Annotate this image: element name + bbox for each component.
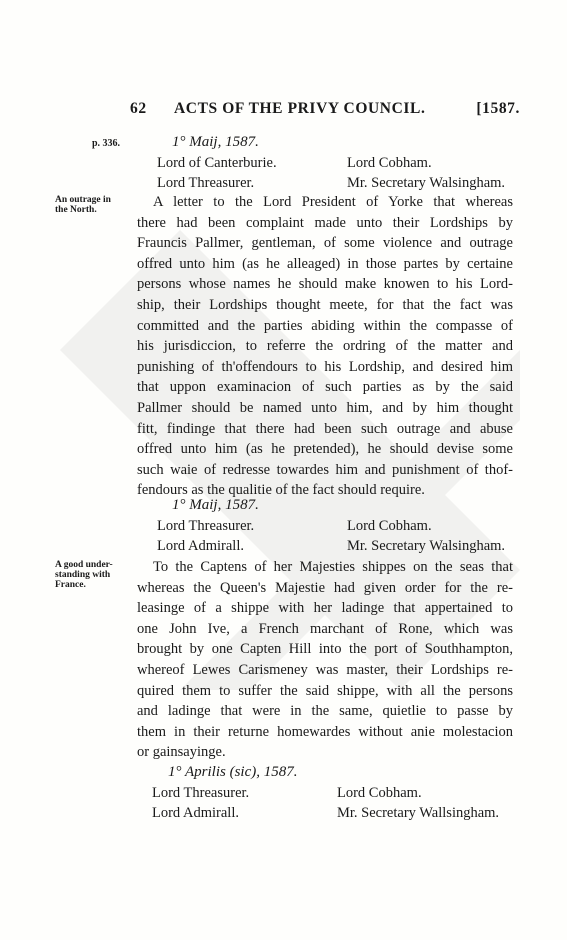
attendee: Lord Cobham. [337, 785, 422, 801]
attendee: Lord Threasurer. [152, 785, 250, 801]
attendee: Lord Cobham. [347, 155, 432, 171]
attendee: Lord Admirall. [152, 805, 239, 821]
attendee: Mr. Secretary Walsingham. [347, 538, 506, 554]
body-line: or gainsayinge. [137, 744, 226, 761]
running-title: ACTS OF THE PRIVY COUNCIL. [174, 100, 426, 117]
page-number: 62 [130, 100, 147, 117]
margin-note [55, 195, 125, 215]
body-line: that uppon examinacion of such parties as by the said [137, 379, 513, 396]
attendee: Lord of Canterburie. [157, 155, 277, 171]
body-line: one John Ive, a French marchant of Rone, which was [137, 620, 513, 637]
body-line: such waie of redresse towardes him and punishment of thof- [137, 461, 513, 478]
body-line: and ladinge that were in the same, quietlie to passe by [137, 703, 513, 720]
attendee: Mr. Secretary Walsingham. [347, 175, 506, 191]
entry-body [137, 557, 513, 763]
page-reference: p. 336. [92, 138, 121, 149]
body-line: his jurisdiccion, to referre the ordring of the matter and [137, 338, 513, 355]
margin-note-line: standing with [55, 570, 111, 580]
attendee: Lord Admirall. [157, 538, 244, 554]
margin-note [55, 560, 125, 590]
body-line: them in their returne homewardes without anie molestacion [137, 723, 513, 740]
body-line: fendours as the qualitie of the fact should require. [137, 482, 425, 499]
entry-date: 1° Aprilis (sic), 1587. [168, 764, 298, 780]
running-year: [1587. [476, 100, 520, 117]
entry-date: 1° Maij, 1587. [172, 497, 259, 513]
body-line: fitt, findinge that there had been such outrage and abuse [137, 420, 513, 437]
entry-date: 1° Maij, 1587. [172, 134, 259, 150]
body-line: A letter to the Lord President of Yorke that whereas [153, 194, 513, 210]
attendee: Lord Cobham. [347, 518, 432, 534]
margin-note-line: the North. [55, 205, 97, 215]
body-line: punishing of th'offendours to his Lordship, and desired him [137, 358, 513, 375]
margin-note-line: An outrage in [55, 195, 111, 205]
body-line: whereas the Queen's Majestie had given order for the re- [137, 579, 513, 596]
body-line: Pallmer should be named unto him, and by him thought [137, 399, 513, 416]
body-line: persons whose names he should make knowen to his Lord- [137, 276, 513, 293]
margin-note-line: France. [55, 580, 86, 590]
body-line: offred unto him (as he pretended), he should devise some [137, 441, 513, 458]
entry-body [137, 192, 513, 501]
body-line: committed and the parties abiding within the compasse of [137, 317, 513, 334]
body-line: there had been complaint made unto their Lordships by [137, 214, 513, 231]
body-line: whereof Lewes Carismeney was master, their Lordships re- [137, 661, 513, 678]
body-line: quired them to suffer the said shippe, with all the persons [137, 682, 513, 699]
body-line: offred unto him (as he alleaged) in those partes by certaine [137, 255, 513, 272]
body-line: brought by one Capten Hill into the port of Southhampton, [137, 641, 513, 658]
body-line: ship, their Lordships thought meete, for that the fact was [137, 296, 513, 313]
body-line: leasinge of a shippe with her ladinge that appertained to [137, 600, 513, 617]
body-line: To the Captens of her Majesties shippes on the seas that [153, 559, 513, 575]
attendee: Mr. Secretary Wallsingham. [337, 805, 500, 821]
attendee: Lord Threasurer. [157, 518, 255, 534]
body-line: Fraunсis Pallmer, gentleman, of some violence and outrage [137, 235, 513, 252]
margin-note-line: A good under- [55, 560, 113, 570]
attendee: Lord Threasurer. [157, 175, 255, 191]
